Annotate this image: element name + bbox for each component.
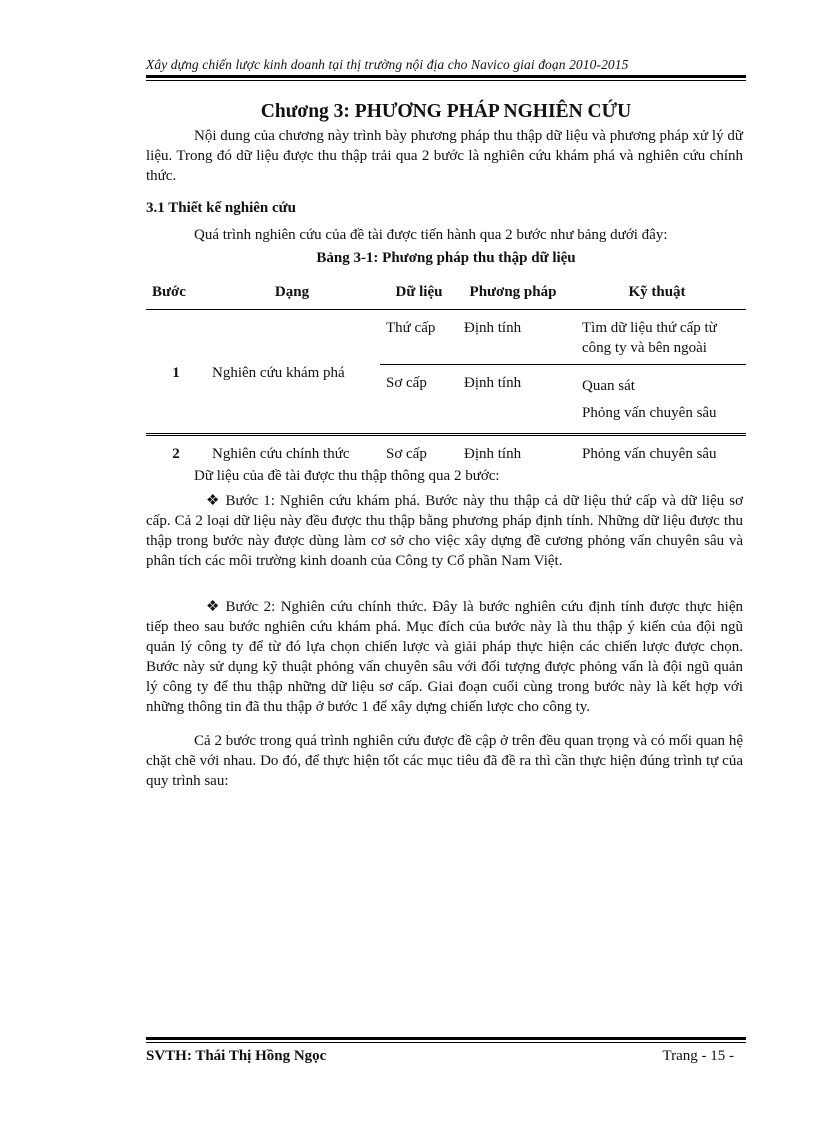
technique-line: Phỏng vấn chuyên sâu bbox=[582, 405, 717, 421]
header-data: Dữ liệu bbox=[380, 278, 458, 310]
cell-step: 2 bbox=[146, 435, 204, 471]
bullet-text: Bước 1: Nghiên cứu khám phá. Bước này thu thập cả dữ liệu thứ cấp và dữ liệu sơ cấp. Cả 2 loại dữ liệu này đều được thu thập bằng phương pháp định tính. Những dữ liệu được thu thập trong bước này được dùng làm cơ sở cho việc xây dựng đề cương phỏng vấn chuyên sâu và phân tích các môi trường kinh doanh của Công ty Cổ phần Nam Việt. bbox=[146, 493, 743, 569]
cell-method: Định tính bbox=[458, 435, 568, 471]
cell-type: Nghiên cứu khám phá bbox=[212, 364, 345, 381]
table-caption: Bảng 3-1: Phương pháp thu thập dữ liệu bbox=[316, 250, 576, 266]
header-technique: Kỹ thuật bbox=[568, 278, 746, 310]
diamond-bullet-icon: ❖ bbox=[206, 493, 220, 509]
technique-line: Quan sát bbox=[582, 378, 635, 394]
bullet-step-2 bbox=[146, 597, 743, 717]
chapter-intro: Nội dung của chương này trình bày phương pháp thu thập dữ liệu và phương pháp xử lý dữ liệu. Trong đó dữ liệu được thu thập trải qua 2 bước là nghiên cứu khám phá và nghiên cứu chính thức. bbox=[146, 128, 743, 184]
bullet-step-1 bbox=[146, 491, 743, 571]
header-rule-thin bbox=[146, 80, 746, 81]
cell-step: 1 bbox=[172, 364, 180, 381]
diamond-bullet-icon: ❖ bbox=[206, 599, 220, 615]
bullet-text: Bước 2: Nghiên cứu chính thức. Đây là bước nghiên cứu định tính được thực hiện tiếp theo sau bước nghiên cứu khám phá. Mục đích của bước này là thu thập ý kiến của đội ngũ quản lý công ty để từ đó lựa chọn chiến lược và giải pháp thực hiện các chiến lược được chọn. Bước này sử dụng kỹ thuật phỏng vấn chuyên sâu với đối tượng được phỏng vấn là đội ngũ quản lý công ty để thu thập những dữ liệu sơ cấp. Giai đoạn cuối cùng trong bước này là kết hợp với những thông tin đã thu thập ở bước 1 để xây dựng chiến lược cho công ty. bbox=[146, 599, 743, 715]
footer-rule bbox=[146, 1037, 746, 1040]
after-table-text: Dữ liệu của đề tài được thu thập thông qua 2 bước: bbox=[194, 468, 500, 484]
footer-author: SVTH: Thái Thị Hồng Ngọc bbox=[146, 1048, 327, 1064]
header-rule bbox=[146, 75, 746, 78]
header-step: Bước bbox=[146, 278, 204, 310]
cell-technique bbox=[568, 365, 746, 435]
section-lead: Quá trình nghiên cứu của đề tài được tiến hành qua 2 bước như bảng dưới đây: bbox=[194, 227, 668, 243]
page-number: Trang - 15 - bbox=[662, 1048, 734, 1064]
cell-technique: Tìm dữ liệu thứ cấp từ công ty và bên ngoài bbox=[568, 310, 746, 365]
header-method: Phương pháp bbox=[458, 278, 568, 310]
cell-data: Sơ cấp bbox=[380, 435, 458, 471]
cell-data: Thứ cấp bbox=[380, 310, 458, 365]
cell-type: Nghiên cứu chính thức bbox=[204, 435, 380, 471]
table-header-row bbox=[146, 278, 746, 310]
table-row bbox=[146, 310, 746, 365]
method-table bbox=[146, 278, 746, 470]
chapter-title: Chương 3: PHƯƠNG PHÁP NGHIÊN CỨU bbox=[260, 101, 632, 122]
section-heading: 3.1 Thiết kế nghiên cứu bbox=[146, 200, 296, 216]
cell-method: Định tính bbox=[464, 375, 522, 391]
closing-paragraph: Cả 2 bước trong quá trình nghiên cứu được đề cập ở trên đều quan trọng và có mối quan hệ chặt chẽ với nhau. Do đó, để thực hiện tốt các mục tiêu đã đề ra thì cần thực hiện đúng trình tự của quy trình sau: bbox=[146, 733, 743, 789]
running-header: Xây dựng chiến lược kinh doanh tại thị trường nội địa cho Navico giai đoạn 2010-2015 bbox=[146, 57, 629, 72]
footer-rule-thin bbox=[146, 1042, 746, 1043]
table-row bbox=[146, 435, 746, 471]
header-type: Dạng bbox=[204, 278, 380, 310]
cell-technique: Phỏng vấn chuyên sâu bbox=[568, 435, 746, 471]
cell-method: Định tính bbox=[458, 310, 568, 365]
cell-data: Sơ cấp bbox=[386, 375, 427, 391]
